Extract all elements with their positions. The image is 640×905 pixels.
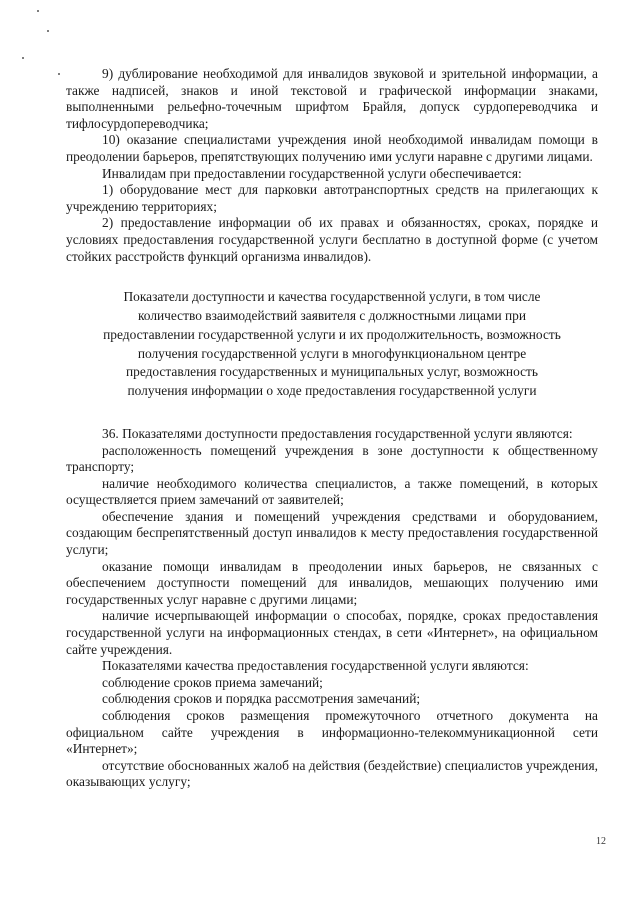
document-page xyxy=(66,66,598,791)
paragraph: расположенность помещений учреждения в зоне доступности к общественному транспорту; xyxy=(66,442,598,475)
heading-line: предоставления государственных и муниципальных услуг, возможность xyxy=(125,364,539,380)
page-number: 12 xyxy=(596,836,606,847)
scan-speck xyxy=(22,57,24,59)
heading-line: получения информации о ходе предоставления государственной услуги xyxy=(127,383,537,399)
section-heading xyxy=(76,288,588,401)
paragraph: соблюдение сроков приема замечаний; xyxy=(102,674,323,690)
heading-line: предоставлении государственной услуги и их продолжительность, возможность xyxy=(103,326,561,342)
heading-line: количество взаимодействий заявителя с должностными лицами при xyxy=(137,307,527,323)
paragraph: отсутствие обоснованных жалоб на действия (бездействие) специалистов учреждения, оказывающих услугу; xyxy=(66,757,598,790)
paragraph: наличие исчерпывающей информации о способах, порядке, сроках предоставления государственной услуги на информационных стендах, в сети «Интернет», на официальном сайте учреждения. xyxy=(66,608,598,657)
paragraph: обеспечение здания и помещений учреждения средствами и оборудованием, создающим беспрепятственный доступ инвалидов к месту предоставления государственной услуги; xyxy=(66,508,598,558)
paragraph: соблюдения сроков и порядка рассмотрения замечаний; xyxy=(102,691,421,707)
heading-line: Показатели доступности и качества государственной услуги, в том числе xyxy=(123,289,541,305)
paragraph: 10) оказание специалистами учреждения иной необходимой инвалидам помощи в преодолении барьеров, препятствующих получению ими услуги наравне с другими лицами. xyxy=(66,132,598,164)
paragraph: оказание помощи инвалидам в преодолении иных барьеров, не связанных с обеспечением доступности помещений для инвалидов, мешающих получению ими государственных услуг наравне с другими лицами; xyxy=(66,558,598,607)
paragraph: 1) оборудование мест для парковки автотранспортных средств на прилегающих к учреждению территориях; xyxy=(66,182,598,214)
paragraph: соблюдения сроков размещения промежуточного отчетного документа на официальном сайте учреждения в информационно-телекоммуникационной сети «Интернет»; xyxy=(66,708,598,757)
heading-line: получения государственной услуги в многофункциональном центре xyxy=(137,345,527,361)
scan-speck xyxy=(37,10,39,12)
paragraph: Инвалидам при предоставлении государственной услуги обеспечивается: xyxy=(102,165,522,181)
paragraph: 2) предоставление информации об их правах и обязанностях, сроках, порядке и условиях предоставления государственной услуги бесплатно в доступной форме (с учетом стойких расстройств функций организма инвалидов). xyxy=(66,215,598,264)
scan-speck xyxy=(58,73,60,75)
scan-speck xyxy=(47,30,49,32)
paragraph: 9) дублирование необходимой для инвалидов звуковой и зрительной информации, а также надписей, знаков и иной текстовой и графической информации знаками, выполненными рельефно-точечным шрифтом Брайля, допуск сурдопереводчика и тифлосурдопереводчика; xyxy=(66,66,598,131)
paragraph: 36. Показателями доступности предоставления государственной услуги являются: xyxy=(102,425,573,441)
paragraph: наличие необходимого количества специалистов, а также помещений, в которых осуществляется прием замечаний от заявителей; xyxy=(66,475,598,508)
paragraph: Показателями качества предоставления государственной услуги являются: xyxy=(102,658,529,674)
